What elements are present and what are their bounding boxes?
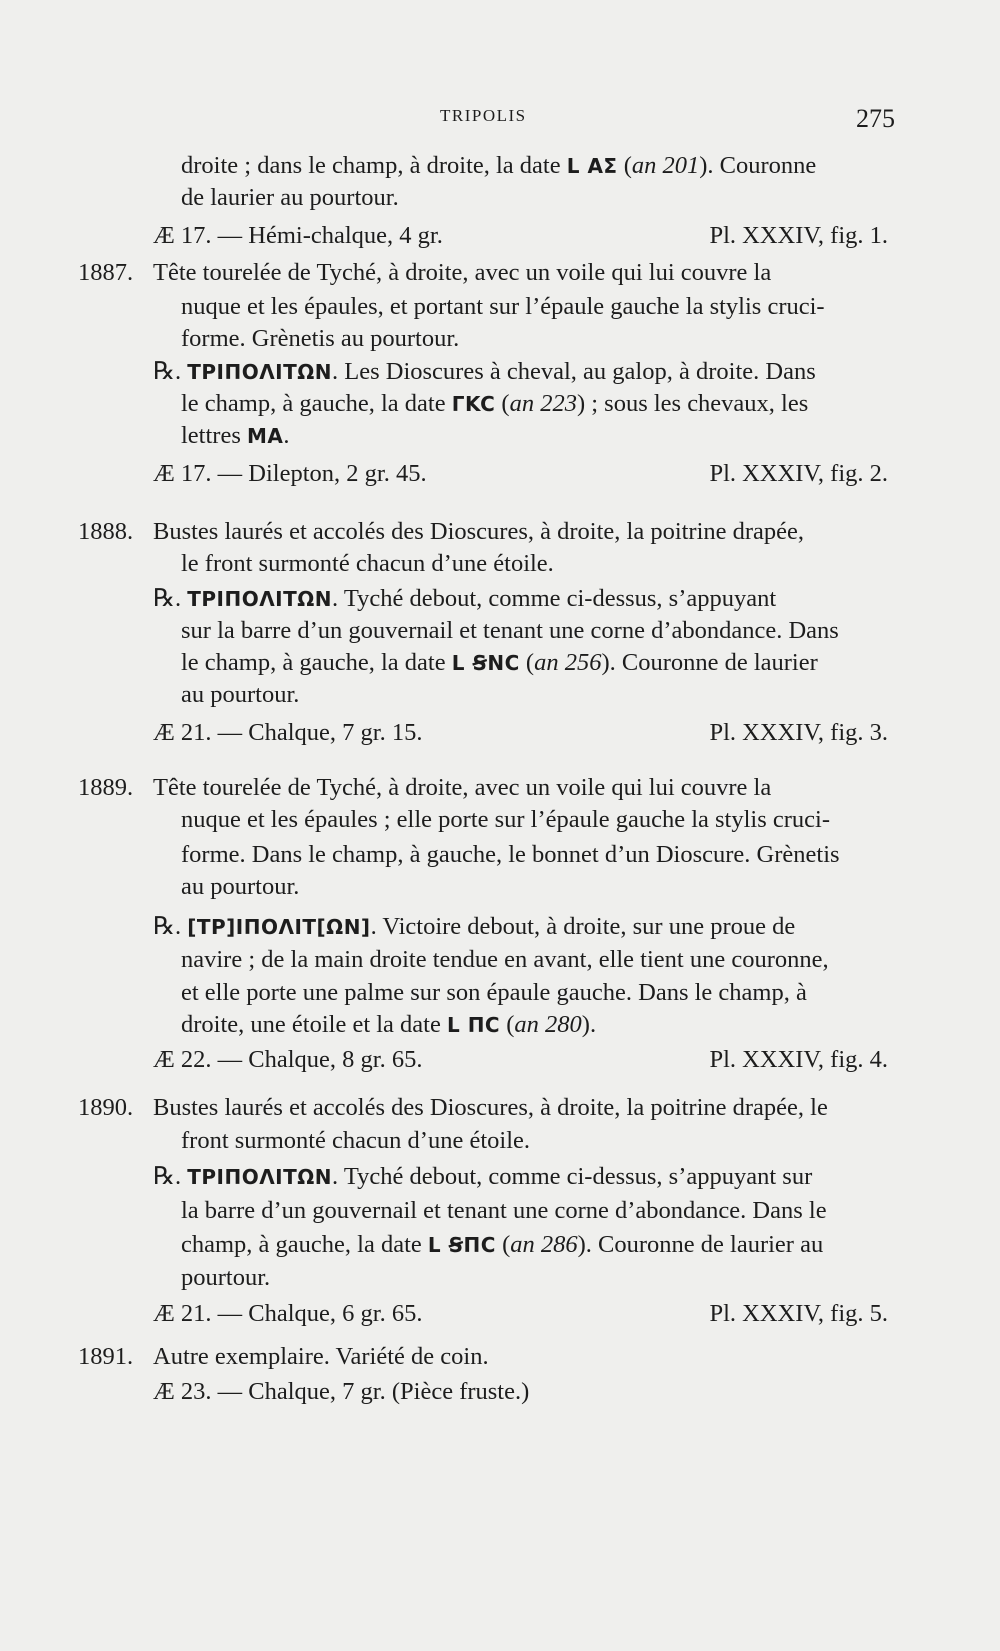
entry-1888: 1888. Bustes laurés et accolés des Dioscures, à droite, la poitrine drapée, [0, 515, 1000, 549]
entry-line: lettres MA. [181, 422, 290, 449]
coin-legend: [TP]IΠOΛIT[ΩN] [187, 915, 371, 939]
metal-weight: Æ 17. — Dilepton, 2 gr. 45. [153, 460, 427, 487]
entry-line: champ, à gauche, la date L ꞨΠC (an 286). Couronne de laurier au [181, 1231, 824, 1258]
field-letters: MA [247, 424, 284, 448]
metal-weight: Æ 23. — Chalque, 7 gr. (Pièce fruste.) [153, 1378, 530, 1405]
metal-weight: Æ 21. — Chalque, 7 gr. 15. [153, 719, 423, 746]
entry-line: le champ, à gauche, la date ΓKC (an 223) ; sous les chevaux, les [181, 390, 809, 417]
running-head: TRIPOLIS [440, 106, 527, 125]
entry-line: la barre d’un gouvernail et tenant une corne d’abondance. Dans le [181, 1197, 827, 1224]
entry-line: pourtour. [181, 1264, 271, 1291]
entry-number: 1890. [78, 1094, 134, 1121]
entry-line: forme. Dans le champ, à gauche, le bonnet d’un Dioscure. Grènetis [181, 841, 840, 868]
entry-number: 1889. [78, 774, 134, 801]
plate-reference: Pl. XXXIV, fig. 1. [709, 222, 888, 249]
entry-line: et elle porte une palme sur son épaule gauche. Dans le champ, à [181, 979, 807, 1006]
date-legend: ΓKC [451, 392, 496, 416]
plate-reference: Pl. XXXIV, fig. 2. [709, 460, 888, 487]
year: an 280 [514, 1011, 582, 1038]
reverse-mark: ℞. [153, 913, 182, 940]
entry-line: nuque et les épaules ; elle porte sur l’épaule gauche la stylis cruci- [181, 806, 830, 833]
reverse-mark: ℞. [153, 358, 182, 385]
metal-weight: Æ 22. — Chalque, 8 gr. 65. [153, 1046, 423, 1073]
year: an 256 [534, 649, 602, 676]
entry-line: le champ, à gauche, la date L ꞨNC (an 256). Couronne de laurier [181, 649, 818, 676]
entry-number: 1888. [78, 518, 134, 545]
entry-line: le front surmonté chacun d’une étoile. [181, 550, 554, 577]
plate-reference: Pl. XXXIV, fig. 5. [709, 1300, 888, 1327]
entry-number: 1891. [78, 1343, 134, 1370]
date-legend: L ꞨΠC [427, 1233, 496, 1257]
metal-line [0, 1043, 1000, 1077]
entry-line: forme. Grènetis au pourtour. [181, 325, 460, 352]
entry-line: navire ; de la main droite tendue en avant, elle tient une couronne, [181, 946, 829, 973]
metal-weight: Æ 17. — Hémi-chalque, 4 gr. [153, 222, 443, 249]
entry-line: sur la barre d’un gouvernail et tenant une corne d’abondance. Dans [181, 617, 839, 644]
page-number: 275 [856, 104, 895, 133]
entry-1890: 1890. Bustes laurés et accolés des Dioscures, à droite, la poitrine drapée, le [0, 1091, 1000, 1125]
coin-legend: TPIΠOΛITΩN [187, 587, 333, 611]
intro-metal-line [0, 219, 1000, 253]
entry-number: 1887. [78, 259, 134, 286]
metal-line [0, 1297, 1000, 1331]
page-header [0, 100, 1000, 140]
reverse-line: ℞. TPIΠOΛITΩN. Tyché debout, comme ci-dessus, s’appuyant [153, 585, 777, 612]
entry-1889: 1889. Tête tourelée de Tyché, à droite, avec un voile qui lui couvre la [0, 771, 1000, 805]
entry-line: au pourtour. [181, 681, 300, 708]
plate-reference: Pl. XXXIV, fig. 4. [709, 1046, 888, 1073]
reverse-mark: ℞. [153, 585, 182, 612]
date-legend: L AΣ [566, 154, 618, 178]
year: an 223 [509, 390, 577, 417]
intro-line: de laurier au pourtour. [181, 184, 399, 211]
entry-line: front surmonté chacun d’une étoile. [181, 1127, 531, 1154]
metal-line [0, 1375, 1000, 1409]
reverse-mark: ℞. [153, 1163, 182, 1190]
year: an 286 [510, 1231, 578, 1258]
coin-legend: TPIΠOΛITΩN [187, 1165, 333, 1189]
date-legend: L ΠC [446, 1013, 501, 1037]
reverse-line: ℞. [TP]IΠOΛIT[ΩN]. Victoire debout, à droite, sur une proue de [153, 913, 796, 940]
metal-line [0, 716, 1000, 750]
entry-1887: 1887. Tête tourelée de Tyché, à droite, avec un voile qui lui couvre la [0, 256, 1000, 290]
intro-line: droite ; dans le champ, à droite, la date L AΣ (an 201). Couronne [181, 152, 817, 179]
entry-1891: 1891. Autre exemplaire. Variété de coin. [0, 1340, 1000, 1374]
reverse-line: ℞. TPIΠOΛITΩN. Tyché debout, comme ci-dessus, s’appuyant sur [153, 1163, 813, 1190]
metal-line [0, 457, 1000, 491]
plate-reference: Pl. XXXIV, fig. 3. [709, 719, 888, 746]
metal-weight: Æ 21. — Chalque, 6 gr. 65. [153, 1300, 423, 1327]
coin-legend: TPIΠOΛITΩN [187, 360, 333, 384]
entry-line: droite, une étoile et la date L ΠC (an 280). [181, 1011, 597, 1038]
entry-line: nuque et les épaules, et portant sur l’épaule gauche la stylis cruci- [181, 293, 825, 320]
reverse-line: ℞. TPIΠOΛITΩN. Les Dioscures à cheval, au galop, à droite. Dans [153, 358, 816, 385]
year: an 201 [631, 152, 700, 179]
entry-line: au pourtour. [181, 873, 300, 900]
date-legend: L ꞨNC [451, 651, 520, 675]
